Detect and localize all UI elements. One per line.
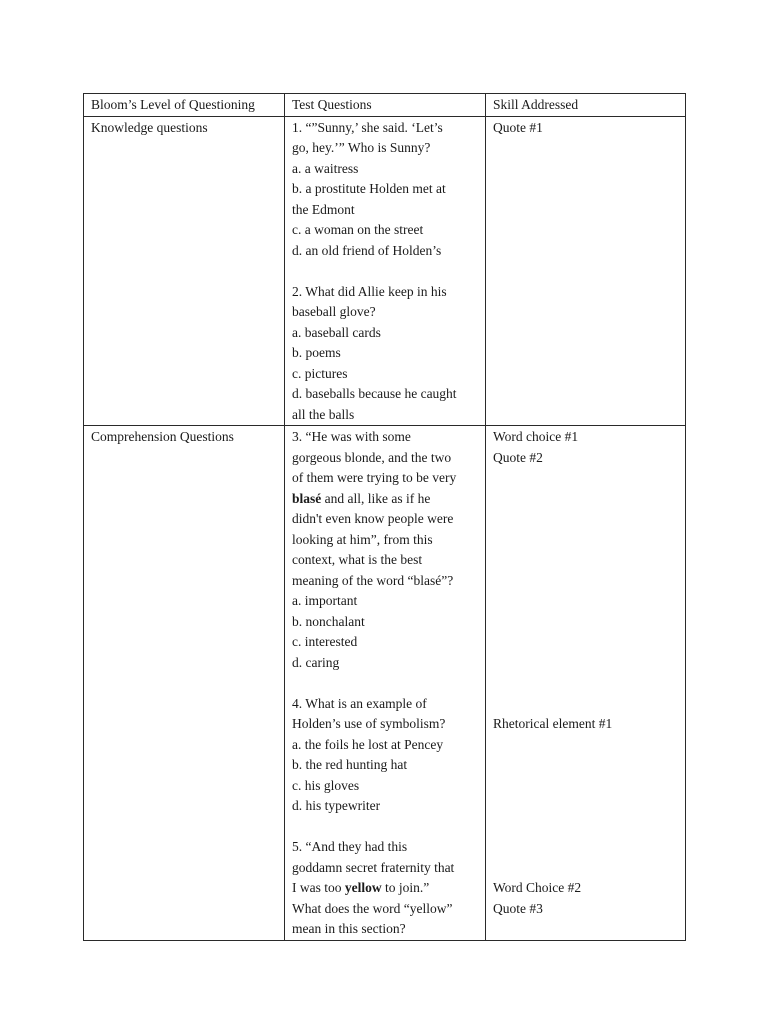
skill-cell-knowledge: Quote #1 (486, 116, 686, 426)
questions-cell-comprehension: 3. “He was with some gorgeous blonde, and the two of them were trying to be very blasé and all, like as if he didn't even know people were looking at him”, from this context, what is the best meaning of the word “blasé”? a. important b. nonchalant c. interested d. caring 4. What is an example of Holden’s use of symbolism? a. the foils he lost at Pencey b. the red hunting hat c. his gloves d. his typewriter 5. “And they had this goddamn secret fraternity that I was too yellow to join.” What does the word “yellow” mean in this section? (285, 426, 486, 941)
level-cell-comprehension: Comprehension Questions (84, 426, 285, 941)
question-1-option-b: b. a prostitute Holden met at (292, 181, 446, 196)
header-level: Bloom’s Level of Questioning (84, 94, 285, 117)
question-2-option-a: a. baseball cards (292, 324, 381, 340)
bold-word-yellow: yellow (344, 880, 382, 895)
question-1-option-a: a. a waitress (292, 160, 359, 176)
table-header-row (84, 94, 686, 117)
question-1-option-c: c. a woman on the street (292, 222, 424, 237)
question-2-option-d: d. baseballs because he caught (292, 386, 457, 401)
question-4-stem: 4. What is an example of (292, 695, 427, 711)
question-2-option-c: c. pictures (292, 365, 348, 381)
question-4-option-b: b. the red hunting hat (292, 757, 408, 772)
questions-cell-knowledge: 1. “”Sunny,’ she said. ‘Let’s go, hey.’” Who is Sunny? a. a waitress b. a prostitute Holden met at the Edmont c. a woman on the street d. an old friend of Holden’s 2. What did Allie keep in his baseball glove? a. baseball cards b. poems c. pictures d. baseballs because he caught all the balls (285, 116, 486, 426)
header-skill: Skill Addressed (486, 94, 686, 117)
bold-word-blase: blasé (292, 490, 322, 506)
question-2-stem: 2. What did Allie keep in his (292, 283, 447, 299)
question-3-option-b: b. nonchalant (292, 613, 365, 629)
table-row-comprehension (84, 426, 686, 941)
header-questions: Test Questions (285, 94, 486, 117)
question-5-stem: 5. “And they had this (292, 839, 408, 854)
skill-cell-comprehension: Word choice #1 Quote #2 Rhetorical element #1 Word Choice #2 Quote #3 (486, 426, 686, 941)
question-4-option-d: d. his typewriter (292, 798, 381, 813)
question-2-option-b: b. poems (292, 345, 341, 360)
question-1-option-d: d. an old friend of Holden’s (292, 242, 442, 258)
question-1-stem: 1. “”Sunny,’ she said. ‘Let’s (292, 119, 443, 135)
question-3-stem: 3. “He was with some (292, 429, 411, 444)
question-4-option-c: c. his gloves (292, 777, 360, 793)
question-3-option-d: d. caring (292, 654, 340, 670)
question-3-option-c: c. interested (292, 634, 358, 649)
table-row-knowledge (84, 116, 686, 426)
question-4-option-a: a. the foils he lost at Pencey (292, 736, 444, 752)
question-3-option-a: a. important (292, 593, 358, 608)
level-cell-knowledge: Knowledge questions (84, 116, 285, 426)
bloom-questions-table (83, 93, 686, 941)
